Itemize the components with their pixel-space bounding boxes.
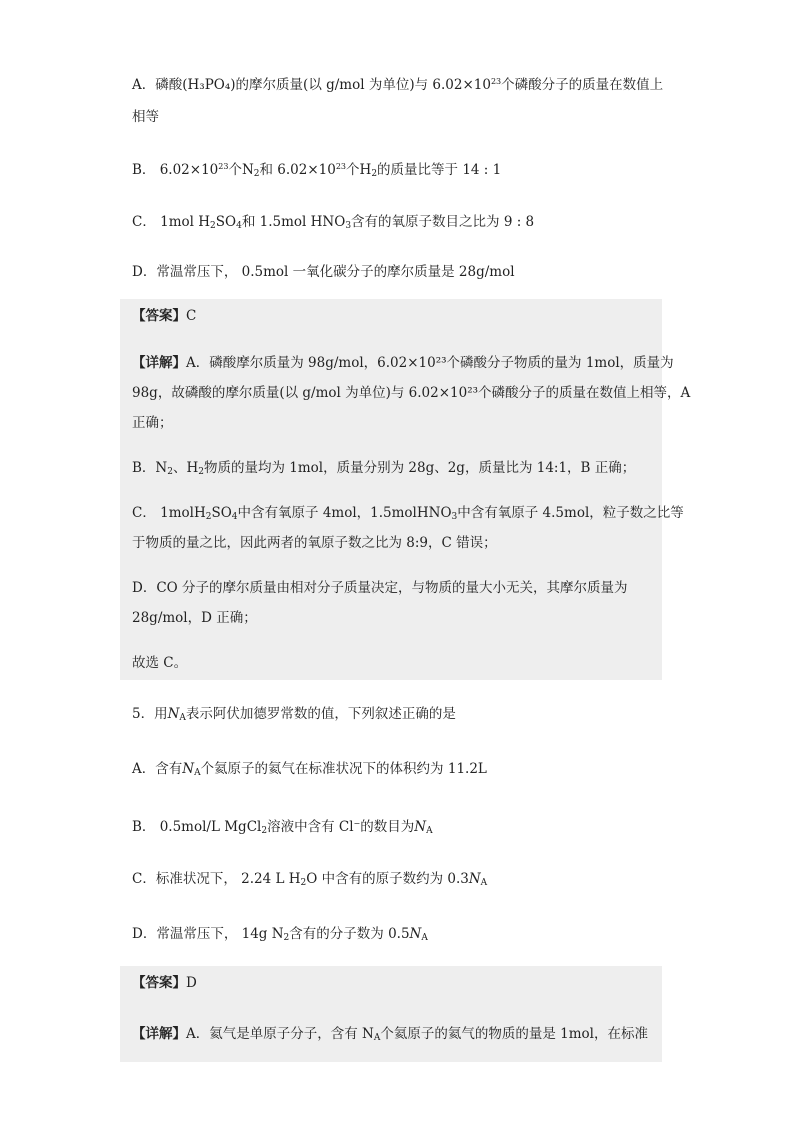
q5-option-a: A．含有$N_A$个氦原子的氦气在标准状况下的体积约为 11.2L xyxy=(132,761,487,778)
q4-explanation-c-line1: C． $1molH_2SO_4$中含有氧原子 4mol，1.5molHNO$_3$中含有氧原子 4.5mol，粒子数之比等 xyxy=(132,505,684,522)
q4-option-a-line2: 相等 xyxy=(132,109,159,125)
q5-option-d: D．常温常压下， 14g $N_2$含有的分子数为 $0.5N_A$ xyxy=(132,926,428,943)
q4-option-c: C． 1mol $H_2SO_4$和 1.5mol $HNO_3$含有的氧原子数目之比为 9 : 8 xyxy=(132,214,535,231)
q4-answer: 【答案】C xyxy=(132,308,197,324)
q4-option-a-line1: A．磷酸(H₃PO₄)的摩尔质量(以 g/mol 为单位)与 $6.02\times 10^{23}$个磷酸分子的质量在数值上 xyxy=(132,77,664,93)
q5-answer: 【答案】D xyxy=(132,975,197,991)
q5-option-c: C．标准状况下， 2.24 L $H_2O$ 中含有的原子数约为 $0.3N_A$ xyxy=(132,871,488,888)
q4-explanation-d-line2: 28g/mol，D 正确； xyxy=(132,610,257,626)
q4-explanation-b: B．$N_2$、$H_2$物质的量均为 1mol，质量分别为 28g、2g，质量比为 14:1，B 正确； xyxy=(132,460,636,477)
q4-explanation-a-line1: 【详解】A．磷酸摩尔质量为 98g/mol，6.02×10²³个磷酸分子物质的量为 1mol，质量为 xyxy=(132,355,674,371)
q4-explanation-a-line2: 98g，故磷酸的摩尔质量(以 g/mol 为单位)与 6.02×10²³个磷酸分子的质量在数值上相等，A xyxy=(132,385,691,401)
q4-explanation-c-line2: 于物质的量之比，因此两者的氧原子数之比为 8:9，C 错误； xyxy=(132,535,497,551)
q4-option-b: B． $6.02\times 10^{23}$个$N_2$和 $6.02\times 10^{23}$个$H_2$的质量比等于 14 : 1 xyxy=(132,162,502,179)
q5-option-b: B． 0.5mol/L MgCl$_2$溶液中含有 Cl−的数目为$N_A$ xyxy=(132,819,433,836)
q4-option-d: D．常温常压下， 0.5mol 一氧化碳分子的摩尔质量是 28g/mol xyxy=(132,264,515,280)
q4-conclusion: 故选 C。 xyxy=(132,655,188,671)
q5-stem: 5．用$N_A$表示阿伏加德罗常数的值，下列叙述正确的是 xyxy=(132,706,456,723)
q4-explanation-a-line3: 正确； xyxy=(132,415,173,431)
q5-explanation-a: 【详解】A．氦气是单原子分子，含有 $N_A$个氦原子的氦气的物质的量是 1mol，在标准 xyxy=(132,1026,648,1043)
q4-explanation-d-line1: D．CO 分子的摩尔质量由相对分子质量决定，与物质的量大小无关，其摩尔质量为 xyxy=(132,580,628,596)
